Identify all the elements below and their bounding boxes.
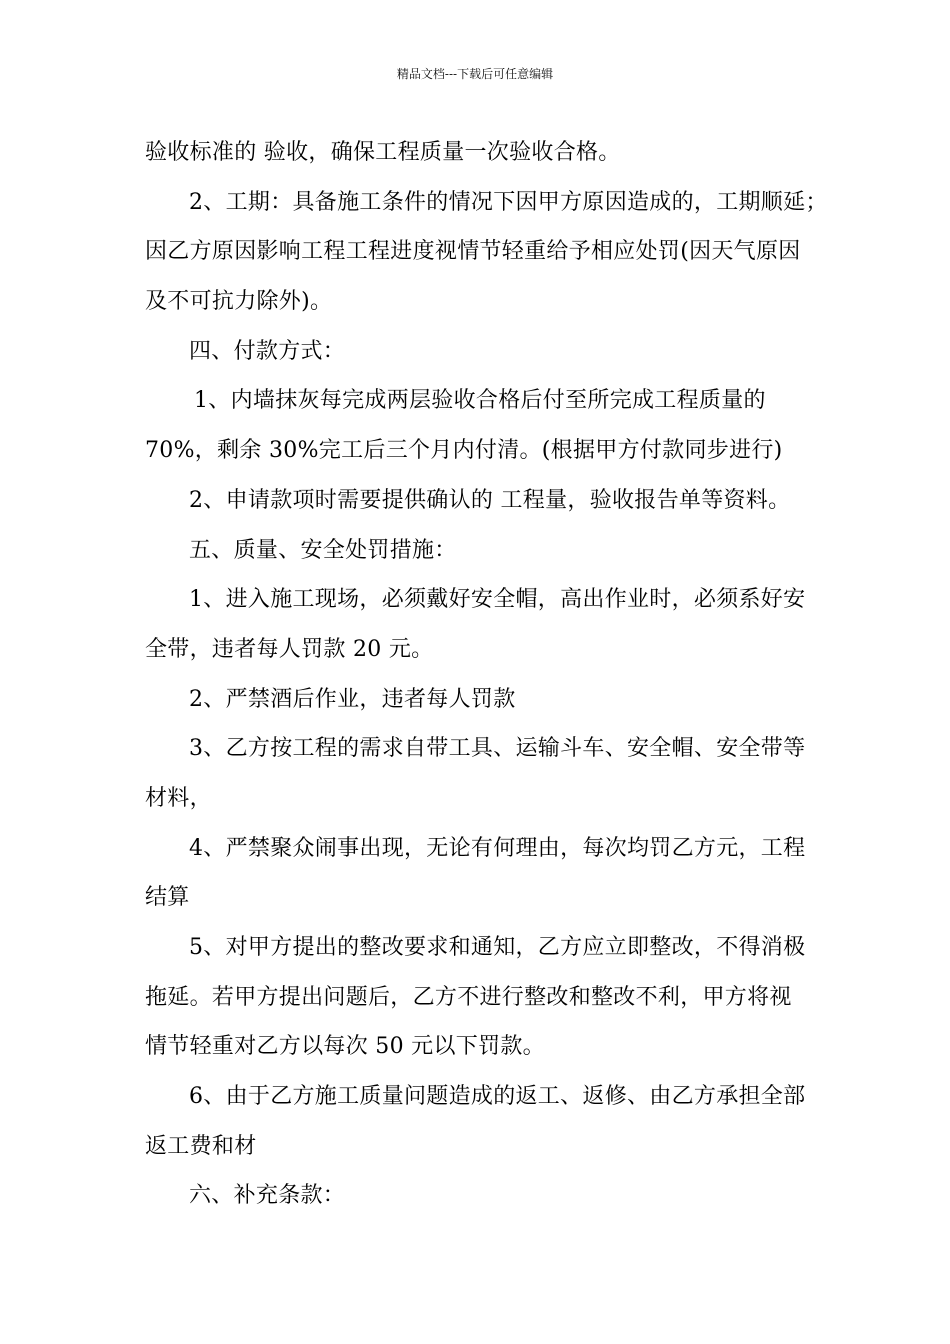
paragraph-line: 70%，剩余 30%完工后三个月内付清。(根据甲方付款同步进行) (145, 438, 783, 464)
paragraph-line: 全带，违者每人罚款 20 元。 (145, 636, 434, 662)
paragraph-line: 1、内墙抹灰每完成两层验收合格后付至所完成工程质量的 (194, 388, 766, 414)
section-heading: 六、补充条款： (189, 1183, 346, 1209)
paragraph-line: 验收标准的 验收，确保工程质量一次验收合格。 (145, 140, 621, 165)
paragraph-line: 1、进入施工现场，必须戴好安全帽，高出作业时，必须系好安 (189, 587, 806, 613)
paragraph-line: 3、乙方按工程的需求自带工具、运输斗车、安全帽、安全带等 (189, 736, 806, 762)
section-heading: 四、付款方式： (189, 338, 346, 364)
paragraph-line: 拖延。若甲方提出问题后，乙方不进行整改和整改不利，甲方将视 (145, 984, 792, 1010)
document-body (145, 128, 828, 1221)
paragraph-line: 2、申请款项时需要提供确认的 工程量，验收报告单等资料。 (189, 487, 791, 513)
paragraph-line: 结算 (145, 885, 190, 911)
paragraph-line: 4、严禁聚众闹事出现，无论有何理由，每次均罚乙方元，工程 (189, 835, 806, 861)
paragraph-line: 2、工期：具备施工条件的情况下因甲方原因造成的，工期顺延； (189, 189, 828, 215)
paragraph-line: 6、由于乙方施工质量问题造成的返工、返修、由乙方承担全部 (189, 1084, 806, 1110)
paragraph-line: 2、严禁酒后作业，违者每人罚款 (189, 686, 516, 712)
paragraph-line: 及不可抗力除外)。 (145, 289, 333, 315)
section-heading: 五、质量、安全处罚措施： (189, 537, 457, 563)
paragraph-line: 因乙方原因影响工程工程进度视情节轻重给予相应处罚(因天气原因 (145, 239, 801, 265)
paragraph-line: 返工费和材 (145, 1133, 257, 1159)
page-header: 精品文档---下载后可任意编辑 (396, 67, 554, 81)
paragraph-line: 情节轻重对乙方以每次 50 元以下罚款。 (145, 1034, 545, 1060)
paragraph-line: 材料， (145, 785, 212, 811)
paragraph-line: 5、对甲方提出的整改要求和通知，乙方应立即整改，不得消极 (189, 935, 806, 960)
